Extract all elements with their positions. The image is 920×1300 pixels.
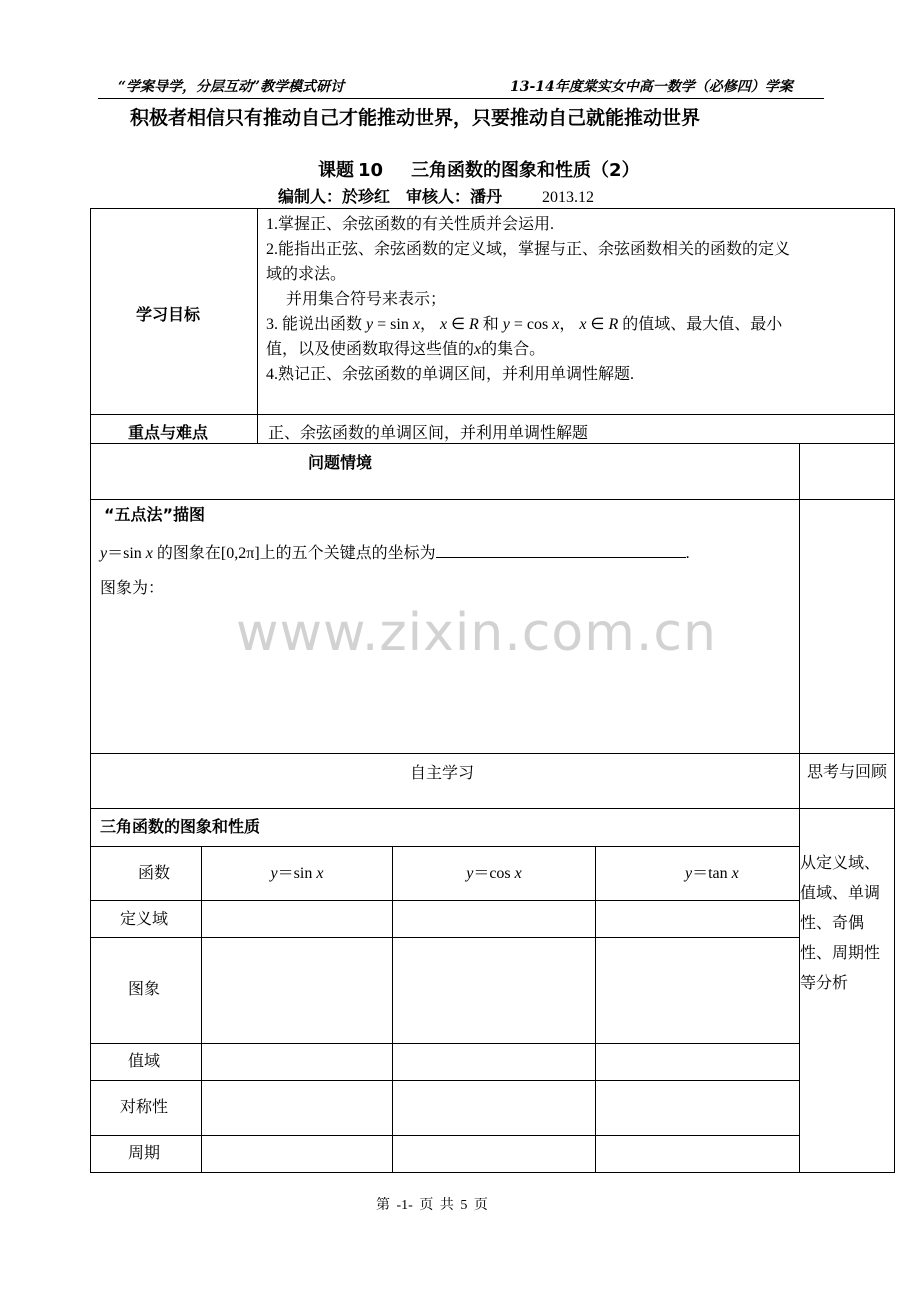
corner-label: 函数 [138, 863, 171, 882]
goal-line-1: 1.掌握正、余弦函数的有关性质并会运用. [266, 216, 555, 233]
watermark: www.zixin.com.cn [236, 603, 717, 663]
page-title [318, 156, 640, 182]
row-domain: 定义域 [120, 909, 169, 928]
motto: 积极者相信只有推动自己才能推动世界，只要推动自己就能推动世界 [130, 107, 701, 129]
section-title: 三角函数的图象和性质 [100, 817, 261, 836]
key-points-label: 重点与难点 [128, 423, 209, 442]
row-period: 周期 [128, 1143, 161, 1162]
goal-line-2c: 并用集合符号来表示； [286, 291, 447, 308]
row-range: 值域 [128, 1051, 161, 1070]
reviewer: 审核人：潘丹 [406, 187, 503, 206]
editor: 编制人：於珍红 [278, 187, 391, 206]
row-symmetry: 对称性 [120, 1097, 169, 1116]
row-graph: 图象 [128, 979, 161, 998]
key-points-text: 正、余弦函数的单调区间，并利用单调性解题 [268, 423, 589, 442]
answer-blank[interactable] [436, 543, 686, 558]
goals-text [266, 212, 888, 387]
side-note: 从定义域、值域、单调性、奇偶性、周期性等分析 [800, 853, 881, 992]
graph-label: 图象为： [100, 578, 165, 597]
col-sin: y＝sin x [270, 865, 324, 882]
five-point-question: y＝sin x 的图象在[0,2π]上的五个关键点的坐标为 . [100, 545, 690, 562]
goal-line-3: 3. 能说出函数 y = sin x， x ∈ R 和 y = cos x， x ∈ R 的值域、最大值、最小 [266, 316, 783, 333]
page-subtitle [278, 184, 594, 207]
title-text: 三角函数的图象和性质（2） [411, 160, 640, 181]
five-point-title: “五点法”描图 [104, 505, 206, 524]
self-study-heading: 自主学习 [410, 763, 475, 782]
goal-line-4: 4.熟记正、余弦函数的单调区间，并利用单调性解题. [266, 366, 635, 383]
goal-line-2: 2.能指出正弦、余弦函数的定义域，掌握与正、余弦函数相关的函数的定义 [266, 241, 791, 258]
goals-label: 学习目标 [136, 305, 201, 324]
side-heading: 思考与回顾 [806, 762, 887, 781]
goal-line-3b: 值，以及使函数取得这些值的x的集合。 [266, 341, 546, 358]
title-number: 10 [358, 160, 384, 181]
date: 2013.12 [542, 189, 595, 206]
title-prefix: 课题 [318, 160, 354, 181]
header-left: “学案导学，分层互动”教学模式研讨 [118, 79, 345, 95]
header-divider [98, 98, 824, 99]
page-footer: 第 -1- 页 共 5 页 [376, 1198, 488, 1213]
col-cos: y＝cos x [466, 865, 522, 882]
goal-line-2b: 域的求法。 [266, 266, 347, 283]
col-tan: y＝tan x [685, 865, 739, 882]
situation-heading: 问题情境 [308, 453, 373, 472]
header-right: 13-14年度棠实女中高一数学（必修四）学案 [510, 79, 793, 95]
